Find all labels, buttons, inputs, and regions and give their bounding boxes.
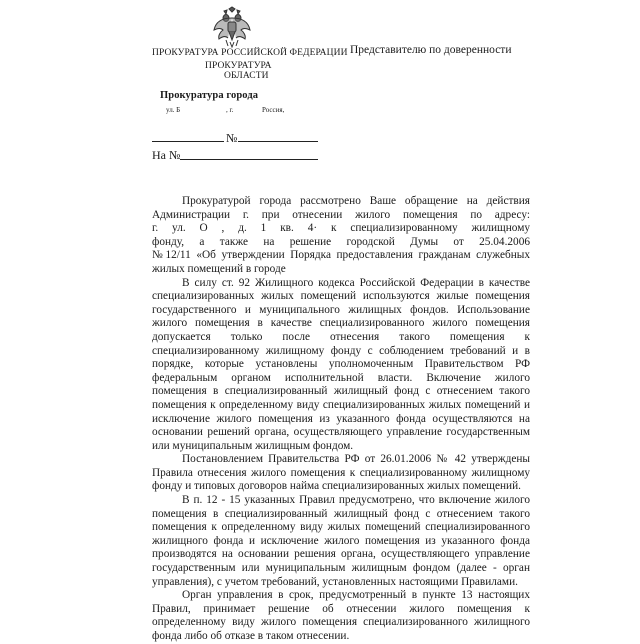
city-office-name: Прокуратура города [160, 90, 259, 101]
body-line: помещения в специализированный жилищный фонд с отнесением такого [152, 507, 530, 520]
body-line: управления), с учетом требований, установленных настоящими Правилами. [152, 575, 518, 588]
body-line: специализированных жилых помещений используются жилые помещения [152, 290, 530, 303]
body-line: жилого помещения в качестве специализированного жилого помещения [152, 317, 530, 330]
body-line: фонду и типовых договоров найма специализированных жилых помещений. [152, 480, 521, 493]
body-line: фонда либо об отказе в таком отнесении. [152, 630, 350, 642]
body-line: г. ул. О , д. 1 кв. 4· к специализированному жилищному [152, 222, 530, 235]
body-line: исключение жилого помещения из указанного фонда осуществляются на [152, 412, 530, 425]
body-line: №12/11 «Об утверждении Порядка предоставления гражданам служебных [152, 249, 530, 262]
address-house: , г. [226, 106, 234, 114]
body-line: помещения к определенному виду специализированных жилых помещений и [152, 398, 530, 411]
body-line: Правил, принимает решение об отнесении жилого помещения к [152, 602, 530, 615]
outgoing-number-label: № [226, 131, 238, 145]
body-line: помещения в специализированный жилищный фонд с отнесением такого [152, 385, 530, 398]
address-street: ул. Б [166, 106, 181, 114]
body-line: государственного и муниципального жилищных фондов. Использование [152, 303, 530, 316]
body-line: производятся на основании решения органа, осуществляющего управление [152, 548, 530, 561]
body-line: допускается только после отнесения такого помещения к [152, 330, 530, 343]
address-country: Россия, [262, 106, 285, 114]
body-line: жилых помещений в городе [152, 262, 286, 275]
body-line: специализированному жилищному фонду с соблюдением требований и в [152, 344, 530, 357]
body-line: Прокуратурой города рассмотрено Ваше обращение на действия [182, 195, 530, 207]
body-line: жилищного фонда и исключение жилого помещения из указанного фонда [152, 534, 530, 547]
body-line: федеральным органом исполнительной власти. Включение жилого [152, 371, 530, 384]
body-line: В п. 12 - 15 указанных Правил предусмотрено, что включение жилого [182, 494, 530, 507]
incoming-number-underline [180, 159, 318, 160]
incoming-number-label: На № [152, 148, 181, 162]
body-line: фонду, а также на решение городской Думы от 25.04.2006 [152, 235, 530, 248]
coat-of-arms-icon [212, 6, 252, 48]
letter-body [152, 195, 530, 644]
body-line: Постановлением Правительства РФ от 26.01.2006 № 42 утверждены [182, 453, 530, 466]
outgoing-number-underline [238, 141, 318, 142]
body-line: В силу ст. 92 Жилищного кодекса Российской Федерации в качестве [182, 276, 530, 289]
body-line: Орган управления в срок, предусмотренный в пункте 13 настоящих [182, 589, 530, 602]
regional-office-line-1: ПРОКУРАТУРА [205, 61, 272, 71]
body-line: государственным или муниципальным жилищным фондом (далее - орган [152, 562, 530, 575]
regional-office-line-2: ОБЛАСТИ [224, 71, 269, 81]
body-line: или муниципальным жилищным фондом. [152, 439, 354, 452]
body-line: порядке, которые установлены уполномоченным Правительством РФ [152, 358, 530, 371]
body-line: определенному виду жилого помещения специализированного жилищного [152, 616, 530, 629]
agency-name: ПРОКУРАТУРА РОССИЙСКОЙ ФЕДЕРАЦИИ [152, 48, 348, 58]
body-line: Правила отнесения жилого помещения к специализированному жилищному [152, 466, 530, 479]
date-underline [152, 141, 224, 142]
body-line: Администрации г. при отнесении жилого помещения по адресу: [152, 208, 530, 221]
recipient-line: Представителю по доверенности [350, 44, 512, 56]
body-line: помещения к определенному виду жилых помещений специализированного [152, 521, 530, 534]
body-line: основании решений органа, осуществляющего управление государственным [152, 426, 530, 439]
